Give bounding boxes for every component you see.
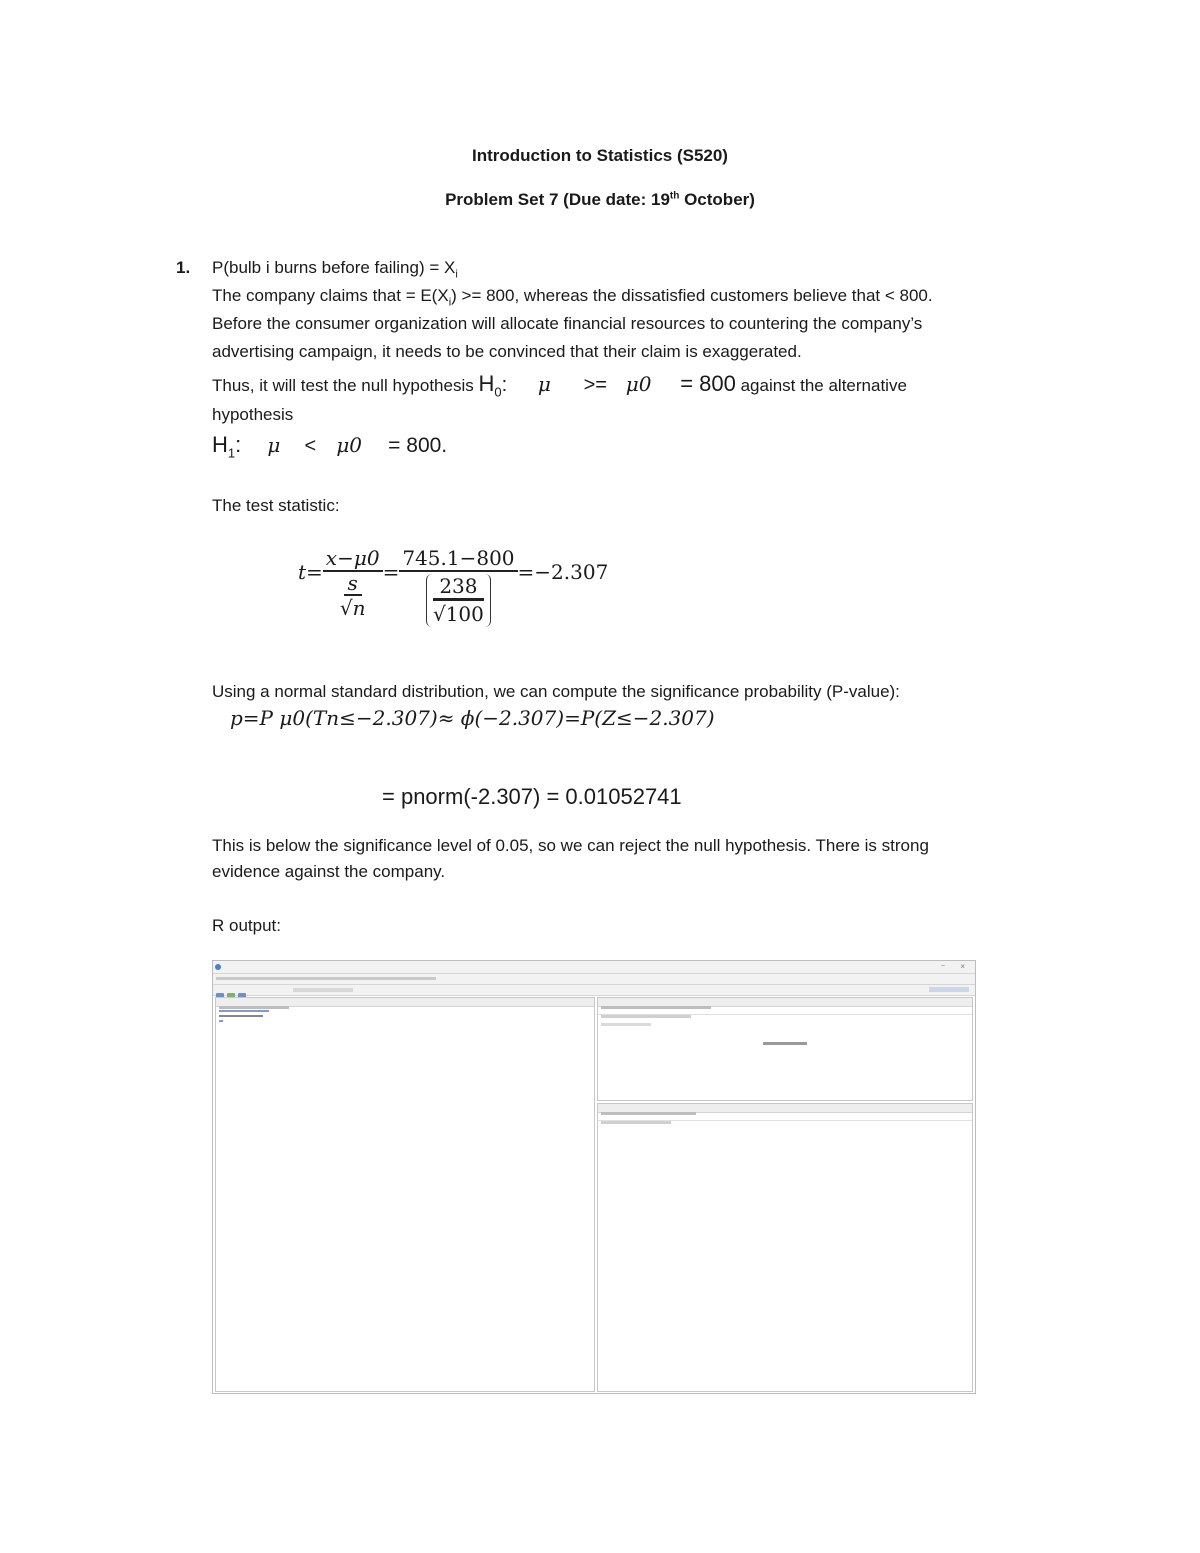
- rstudio-screenshot: [212, 960, 976, 1394]
- conclusion-line1: This is below the significance level of 0.05, so we can reject the null hypothesis. There is strong: [212, 836, 929, 855]
- q1-line2-sub: i: [448, 296, 452, 309]
- environment-empty-message: [763, 1042, 807, 1045]
- course-title: Introduction to Statistics (S520): [472, 146, 728, 165]
- h0-mu: μ: [537, 372, 551, 396]
- test-statistic-label: The test statistic:: [212, 496, 340, 515]
- fraction-2-den-bot: √100: [432, 602, 484, 626]
- problem-set-suffix: October): [679, 190, 755, 209]
- h1-colon: :: [235, 432, 242, 457]
- rstudio-logo-icon: [215, 964, 221, 970]
- problem-set-sup: th: [669, 190, 680, 202]
- problem-set-prefix: Problem Set 7 (Due date: 19: [445, 190, 670, 209]
- q1-line4: advertising campaign, it needs to be convinced that their claim is exaggerated.: [212, 342, 802, 361]
- fraction-1-den-bot: √n: [339, 596, 366, 620]
- rstudio-toolbar: [213, 985, 975, 996]
- rstudio-titlebar: [213, 961, 975, 974]
- minimize-icon: −: [940, 963, 945, 970]
- fraction-2-numerator: 745.1−800: [399, 546, 517, 572]
- fraction-2-den-top: 238: [433, 574, 483, 601]
- h1-lt: <: [304, 435, 317, 457]
- pvalue-intro: Using a normal standard distribution, we can compute the significance probability (P-value):: [212, 682, 900, 701]
- fraction-1-numerator: x−μ0: [323, 546, 383, 572]
- h0-mu0: μ0: [625, 372, 652, 396]
- h0-label: $H_0$: [478, 371, 502, 400]
- hypothesis-word: hypothesis: [212, 405, 294, 424]
- rstudio-menubar: [213, 974, 975, 985]
- q1-line1-sub: i: [455, 268, 458, 281]
- h1-value: = 800.: [388, 434, 448, 457]
- question-number: 1.: [176, 258, 191, 277]
- h0-intro: Thus, it will test the null hypothesis: [212, 376, 479, 395]
- h1-line: [212, 432, 447, 460]
- problem-set-title: [0, 190, 1200, 210]
- q1-line2-text-a: The company claims that = E(X: [212, 286, 449, 305]
- h1-mu: μ: [267, 433, 281, 457]
- formula-eq: =: [382, 560, 400, 584]
- pvalue-formula: p=P μ0(Tn≤−2.307)≈ ϕ(−2.307)=P(Z≤−2.307): [230, 706, 715, 730]
- fraction-1: [323, 546, 383, 620]
- q1-line1-text: P(bulb i burns before failing) = X: [212, 258, 456, 277]
- console-pane: [215, 997, 595, 1392]
- h0-value: = 800: [680, 371, 736, 396]
- t-eq: t=: [298, 560, 323, 584]
- h1-label: $H_1$: [212, 432, 236, 461]
- environment-pane: [597, 997, 973, 1101]
- fraction-2: [399, 546, 517, 627]
- conclusion-line2: evidence against the company.: [212, 862, 446, 881]
- h0-line: [212, 370, 907, 406]
- q1-line3: Before the consumer organization will allocate financial resources to countering the company’s: [212, 314, 923, 333]
- project-button: [929, 987, 969, 992]
- h0-ge: >=: [583, 374, 607, 396]
- q1-line2-text-b: ) >= 800, whereas the dissatisfied customers believe that < 800.: [451, 286, 933, 305]
- fraction-1-den-top: s: [344, 572, 362, 596]
- pnorm-line: = pnorm(-2.307) = 0.01052741: [382, 784, 682, 809]
- close-icon: ×: [960, 962, 965, 971]
- h1-mu0: μ0: [336, 433, 363, 457]
- files-pane: [597, 1103, 973, 1392]
- formula-result: =−2.307: [517, 560, 609, 584]
- r-output-label: R output:: [212, 916, 281, 935]
- t-formula: [298, 546, 608, 627]
- menu-items: [216, 977, 436, 980]
- h0-against: against the alternative: [735, 376, 907, 395]
- h0-colon: :: [501, 374, 508, 396]
